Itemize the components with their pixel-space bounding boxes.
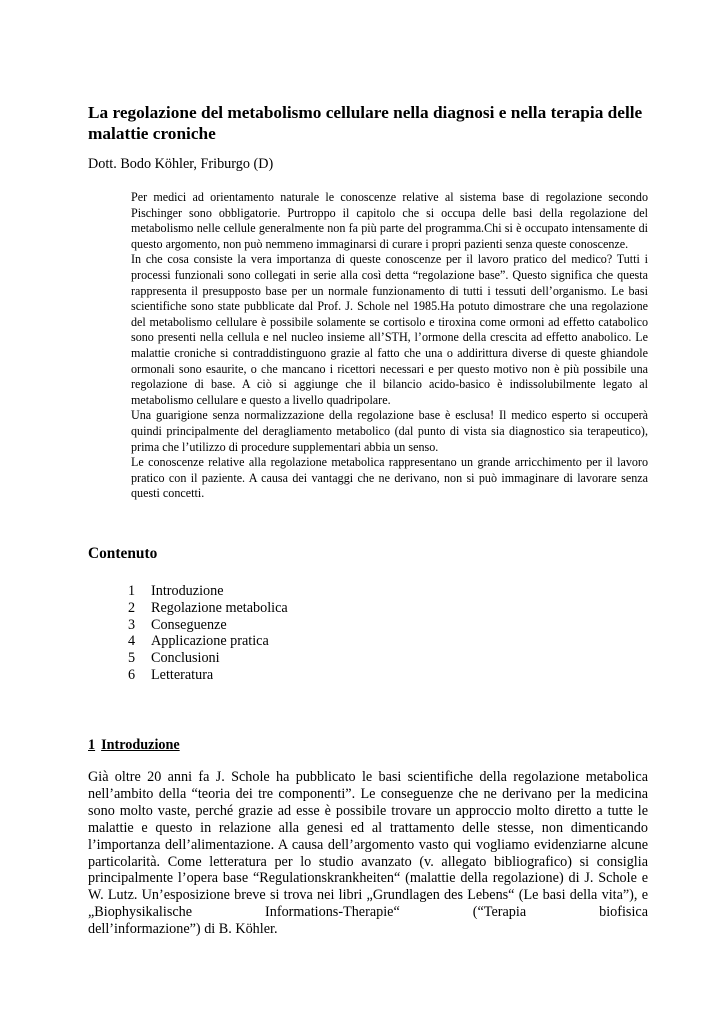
author-line: Dott. Bodo Köhler, Friburgo (D) <box>88 156 274 172</box>
toc-item <box>128 583 288 600</box>
abstract <box>131 190 648 502</box>
toc-item-label: Conseguenze <box>151 616 227 633</box>
toc-item-number: 1 <box>128 583 136 599</box>
toc-item <box>128 617 288 634</box>
contents-heading: Contenuto <box>88 545 158 562</box>
section-heading <box>88 736 180 754</box>
toc-item-number: 4 <box>128 633 136 650</box>
toc-item <box>128 633 288 650</box>
toc-item-label: Regolazione metabolica <box>151 599 288 616</box>
toc-item-number: 3 <box>128 616 136 633</box>
toc-item-label: Letteratura <box>151 666 214 683</box>
toc-item <box>128 600 288 617</box>
abstract-paragraph: In che cosa consiste la vera importanza di queste conoscenze per il lavoro pratico del medico? Tutti i processi funzionali sono collegati in serie alla così detta “regolazione base”. Questo significa che questa rappresenta il presupposto base per un normale funzionamento di tutti i tessuti dell’organismo. Le basi scientifiche sono state pubblicate dal Prof. J. Schole nel 1985.Ha potuto dimostrare che una regolazione del metabolismo cellulare è possibile solamente se cortisolo e tiroxina come ormoni ad effetto catabolico sono presenti nella cellula e nel nucleo insieme all’STH, l’ormone della crescita ad effetto anabolico. Le malattie croniche si contraddistinguono grazie al fatto che una o addirittura diverse di queste ghiandole ormonali sono esaurite, o che mancano i ricettori necessari e per questo motivo non è più possibile una regolazione di base. A ciò si aggiunge che il bilancio acido-basico è indissolubilmente legato al metabolismo cellulare e questo a livello quadripolare. <box>131 252 648 407</box>
section-body-text: Già oltre 20 anni fa J. Schole ha pubblicato le basi scientifiche della regolazione metabolica nell’ambito della “teoria dei tre componenti”. Le conseguenze che ne derivano per la medicina sono molto vaste, perché grazie ad esse è possibile trovare un approccio molto diretto a tutte le malattie e questo in relazione alla genesi ed al trattamento delle stesse, non dimenticando l’importanza dell’alimentazione. A causa dell’argomento vasto qui vogliamo evidenziarne alcune particolarità. Come letteratura per lo studio avanzato (v. allegato bibliografico) si consiglia principalmente l’opera base “Regulationskrankheiten“ (malattie della regolazione) di J. Schole e W. Lutz. Un’esposizione breve si trova nei libri „Grundlagen des Lebens“ (Le basi della vita”), e „Biophysikalische Informations-Therapie“ (“Terapia biofisica <box>88 769 648 921</box>
toc-item <box>128 650 288 667</box>
abstract-paragraph: Una guarigione senza normalizzazione della regolazione base è esclusa! Il medico esperto si occuperà quindi principalmente del deragliamento metabolico (dal punto di vista sia diagnostico sia terapeutico), prima che l’utilizzo di procedure supplementari abbia un senso. <box>131 408 648 454</box>
table-of-contents <box>128 583 288 684</box>
section-number: 1 <box>88 737 96 753</box>
toc-item-label: Applicazione pratica <box>151 633 269 650</box>
toc-item-number: 2 <box>128 599 136 616</box>
document-title: La regolazione del metabolismo cellulare nella diagnosi e nella terapia delle malattie croniche <box>88 103 643 143</box>
abstract-paragraph: Le conoscenze relative alla regolazione metabolica rappresentano un grande arricchimento per il lavoro pratico con il paziente. A causa dei vantaggi che ne derivano, non si può immaginare di lavorare senza questi concetti. <box>131 455 648 501</box>
section-body-last-line: dell’informazione”) di B. Köhler. <box>88 921 278 938</box>
toc-item-label: Introduzione <box>151 583 224 599</box>
toc-item-number: 6 <box>128 666 136 683</box>
section-title: Introduzione <box>101 737 180 753</box>
toc-item-number: 5 <box>128 650 136 667</box>
section-body <box>88 769 648 938</box>
toc-item <box>128 667 288 684</box>
toc-item-label: Conclusioni <box>151 650 220 667</box>
abstract-paragraph: Per medici ad orientamento naturale le conoscenze relative al sistema base di regolazione secondo Pischinger sono obbligatorie. Purtroppo il capitolo che si occupa delle basi della regolazione del metabolismo nelle cellule generalmente non fa più parte del programma.Chi si è occupato intensamente di questo argomento, non può nemmeno immaginarsi di curare i propri pazienti senza queste conoscenze. <box>131 190 648 251</box>
